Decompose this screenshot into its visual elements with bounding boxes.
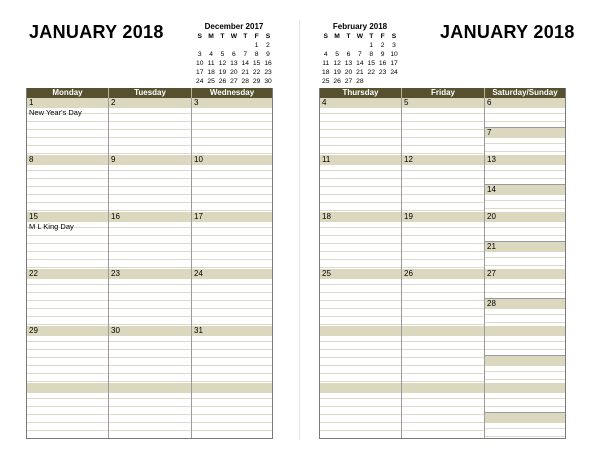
mini-dow-label: W [356,33,364,40]
day-number: 4 [320,98,401,108]
mini-day: 7 [358,51,362,59]
right-page [300,0,600,462]
weekday-grid-right [319,88,566,439]
mini-day: 27 [344,78,353,86]
day-cell[interactable] [109,98,192,155]
weekend-cell[interactable] [485,98,565,155]
day-number: 12 [402,155,484,165]
mini-day: 21 [241,69,249,77]
saturday-cell[interactable] [485,212,565,241]
day-cell[interactable] [27,269,109,326]
day-number: 6 [485,98,565,108]
mini-day [217,41,228,50]
mini-dow-label: W [230,33,238,40]
day-number [485,356,565,366]
weekend-cell[interactable] [485,383,565,438]
day-number: 24 [192,269,272,279]
mini-day: 27 [230,78,238,86]
mini-day: 21 [356,69,364,77]
week-row [320,326,565,383]
weekday-header-row [27,88,272,98]
weekend-cell[interactable] [485,269,565,326]
mini-day: 9 [266,51,270,59]
mini-day: 3 [392,42,396,50]
mini-day: 26 [218,78,227,86]
mini-day: 23 [264,69,272,77]
header-wednesday: Wednesday [209,88,255,97]
day-number [485,413,565,423]
mini-day: 16 [378,60,387,68]
mini-day: 19 [218,69,227,77]
day-number: 11 [320,155,401,165]
mini-day: 9 [380,51,385,59]
mini-day: 16 [264,60,272,68]
day-cell[interactable] [27,155,109,212]
weekend-cell[interactable] [485,212,565,269]
month-title-left: JANUARY 2018 [29,22,164,42]
mini-day: 15 [252,60,261,68]
day-cell[interactable] [320,98,402,155]
day-cell[interactable] [109,212,192,269]
day-number: 19 [402,212,484,222]
mini-calendar-february [320,22,400,87]
day-number: 3 [192,98,272,108]
mini-day: 22 [252,69,261,77]
day-cell[interactable] [109,326,192,383]
day-cell[interactable] [192,212,272,269]
mini-day: 13 [344,60,353,68]
mini-dow-label: S [197,33,202,40]
header-saturday-sunday: Saturday/Sunday [492,88,558,97]
day-number: 29 [27,326,108,336]
day-number: 25 [320,269,401,279]
day-cell[interactable] [109,155,192,212]
day-number: 16 [109,212,191,222]
day-cell[interactable] [402,326,485,383]
mini-day: 18 [207,69,215,77]
day-cell[interactable] [320,212,402,269]
mini-day: 8 [369,51,374,59]
week-row [27,212,272,269]
mini-day: 25 [207,78,215,86]
saturday-cell[interactable] [485,326,565,355]
day-cell[interactable] [109,269,192,326]
day-cell[interactable] [320,155,402,212]
header-thursday: Thursday [320,88,402,98]
mini-dow-label: T [220,33,225,40]
mini-day: 12 [333,60,341,68]
sunday-cell[interactable] [485,241,565,270]
day-number [192,383,272,393]
week-row [27,98,272,155]
day-number: 22 [27,269,108,279]
day-event: M L King Day [29,222,74,231]
mini-day: 28 [241,78,249,86]
sunday-cell[interactable] [485,355,565,384]
mini-day: 8 [254,51,259,59]
mini-day [343,41,354,50]
day-cell[interactable] [402,155,485,212]
mini-dow-label: S [391,33,397,40]
day-number: 28 [485,299,565,309]
mini-day [377,77,388,86]
mini-day: 10 [390,51,398,59]
mini-day [331,41,342,50]
mini-dow-label: S [323,33,328,40]
day-number [485,326,565,336]
mini-day: 18 [321,69,330,77]
day-number: 9 [109,155,191,165]
weekday-grid-left [26,88,273,439]
day-cell[interactable] [27,383,109,438]
mini-day: 25 [321,78,330,86]
mini-dow-label: S [265,33,271,40]
day-cell[interactable] [192,98,272,155]
mini-dow-label: T [243,33,248,40]
mini-day: 5 [220,51,225,59]
day-number [27,383,108,393]
weekday-header-row [320,88,565,98]
saturday-cell[interactable] [485,269,565,298]
mini-day [194,41,205,50]
day-number: 20 [485,212,565,222]
mini-day: 19 [333,69,341,77]
day-cell[interactable] [109,383,192,438]
day-cell[interactable] [402,98,485,155]
mini-day: 30 [264,78,272,86]
day-number [320,326,401,336]
week-row [320,212,565,269]
weekend-cell[interactable] [485,326,565,383]
day-number: 10 [192,155,272,165]
weekend-cell[interactable] [485,155,565,212]
day-cell[interactable] [320,383,402,438]
week-row [27,155,272,212]
day-cell[interactable] [192,269,272,326]
mini-day: 4 [323,51,328,59]
day-cell[interactable] [27,326,109,383]
day-number: 8 [27,155,108,165]
day-cell[interactable] [320,326,402,383]
day-cell[interactable] [27,98,109,155]
header-friday: Friday [402,88,485,98]
mini-day [354,41,365,50]
sunday-cell[interactable] [485,412,565,441]
mini-day: 7 [243,51,248,59]
day-event: New Year's Day [29,108,82,117]
week-row [320,98,565,155]
mini-day: 2 [380,42,385,50]
day-number: 23 [109,269,191,279]
day-cell[interactable] [402,269,485,326]
mini-day: 24 [195,78,204,86]
mini-day: 12 [218,60,227,68]
mini-day: 22 [367,69,375,77]
day-number: 17 [192,212,272,222]
day-number: 5 [402,98,484,108]
saturday-cell[interactable] [485,98,565,127]
day-cell[interactable] [192,155,272,212]
mini-day: 26 [333,78,341,86]
day-cell[interactable] [192,383,272,438]
day-cell[interactable] [320,269,402,326]
day-cell[interactable] [27,212,109,269]
mini-calendar-december [194,22,274,96]
mini-day [388,77,399,86]
month-title-right: JANUARY 2018 [440,22,575,42]
week-row [27,326,272,383]
mini-calendar-grid [320,32,400,87]
mini-day: 29 [252,78,261,86]
mini-day: 6 [232,51,236,59]
day-number [320,383,401,393]
sunday-cell[interactable] [485,127,565,156]
mini-dow-label: F [380,33,385,40]
mini-day: 20 [344,69,353,77]
day-number: 18 [320,212,401,222]
mini-day: 4 [209,51,213,59]
week-row [27,269,272,326]
day-number: 21 [485,242,565,252]
day-number: 2 [109,98,191,108]
day-cell[interactable] [192,326,272,383]
mini-dow-label: F [254,33,259,40]
day-number: 7 [485,128,565,138]
week-row [320,383,565,438]
mini-day: 6 [346,51,351,59]
mini-day: 5 [335,51,339,59]
mini-day: 23 [378,69,387,77]
day-number: 15 [27,212,108,222]
mini-day: 1 [254,42,259,50]
mini-day [320,41,331,50]
day-number: 13 [485,155,565,165]
day-number: 14 [485,185,565,195]
week-row [320,155,565,212]
header-monday: Monday [27,88,109,98]
day-number [402,326,484,336]
mini-day: 28 [356,78,364,86]
day-number: 26 [402,269,484,279]
saturday-cell[interactable] [485,383,565,412]
day-number [402,383,484,393]
day-cell[interactable] [402,212,485,269]
day-number: 30 [109,326,191,336]
week-row [320,269,565,326]
mini-day: 20 [230,69,238,77]
mini-day [366,77,377,86]
mini-day: 11 [322,60,330,68]
mini-day [205,41,216,50]
mini-calendar-title: February 2018 [332,22,388,31]
mini-calendar-grid [194,32,274,96]
mini-day: 3 [197,51,202,59]
mini-day: 2 [266,42,270,50]
sunday-cell[interactable] [485,184,565,213]
mini-day: 14 [241,60,249,68]
day-number [109,383,191,393]
mini-day: 24 [390,69,398,77]
mini-day [240,41,251,50]
day-number: 31 [192,326,272,336]
mini-calendar-title: December 2017 [204,22,264,31]
mini-day: 10 [195,60,204,68]
mini-dow-label: M [334,33,340,40]
day-number [485,383,565,393]
mini-day: 17 [195,69,204,77]
day-number: 27 [485,269,565,279]
mini-day: 1 [369,42,374,50]
mini-day: 15 [367,60,375,68]
mini-day [228,41,239,50]
mini-day: 17 [390,60,398,68]
day-cell[interactable] [402,383,485,438]
mini-day: 13 [230,60,238,68]
mini-dow-label: M [208,33,214,40]
mini-dow-label: T [369,33,374,40]
mini-dow-label: T [346,33,351,40]
header-tuesday: Tuesday [109,88,192,98]
week-row [27,383,272,438]
mini-day: 14 [356,60,364,68]
day-number: 1 [27,98,108,108]
mini-day: 11 [207,60,215,68]
saturday-cell[interactable] [485,155,565,184]
sunday-cell[interactable] [485,298,565,327]
